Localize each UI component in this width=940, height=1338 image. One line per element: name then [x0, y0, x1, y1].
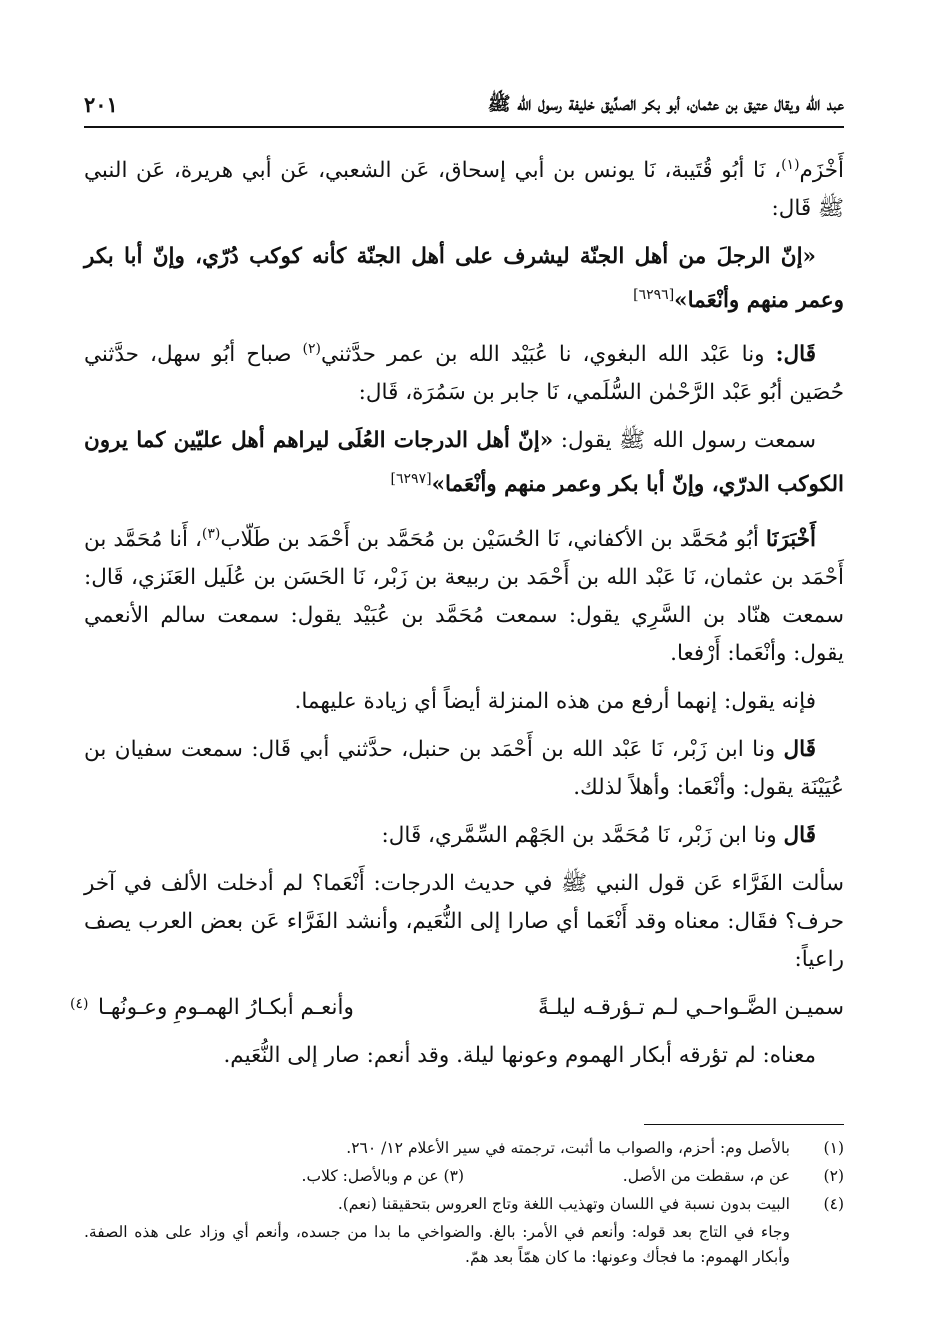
footnote-text: عن م، سقطت من الأصل. [622, 1167, 790, 1185]
paragraph-3 [84, 330, 844, 412]
paragraph-5-text: أبُو مُحَمَّد بن الأكفاني، نَا الحُسَيْن بن مُحَمَّد بن أَحْمَد بن طَلّاب [220, 526, 759, 552]
footnote-ref-4: (٤) [70, 995, 89, 1012]
paragraph-7-text: ونا ابن زَبْر، نَا عَبْد الله بن أَحْمَد بن حنبل، حدَّثني أبي قَال: سمعت سفيان بن عُيَيْنَة يقول: وأنْعَما: وأهلاً لذلك. [84, 736, 844, 800]
footnote-ref-1: (١) [781, 157, 800, 173]
paragraph-10: معناه: لم تؤرقه أبكار الهموم وعونها ليلة. وقد أنعم: صار إلى النُّعَيم. [223, 1042, 816, 1068]
main-text [70, 146, 844, 1085]
footnote-text: البيت بدون نسبة في اللسان وتهذيب اللغة وتاج العروس بتحقيقنا (نعم). [337, 1195, 790, 1213]
paragraph-5 [84, 515, 844, 673]
verse-second-hemistich: وأنعـم أبكـارُ الهمـومِ وعـونُهـا [98, 994, 354, 1020]
paragraph-3-rest: صباح أبُو سهل، حدَّثني حُصَين أبُو عَبْد الرَّحْمٰن السُّلَمي، نَا جابر بن سَمُرَة، قَال: [84, 342, 844, 406]
paragraph-2 [84, 238, 844, 320]
page-number: ٢٠١ [84, 92, 118, 117]
footnote-1 [84, 1136, 844, 1161]
footnote-ref-3: (٣) [201, 525, 221, 542]
footnote-2 [623, 1164, 844, 1189]
hadith-text-2: «إنّ أهل الدرجات العُلَى ليراهم أهل عليّين كما يرون الكوكب الدرّي، وإنّ أبا بكر وعمر منهم وأنْعَما» [84, 428, 844, 498]
paragraph-8 [84, 817, 844, 855]
footnotes [84, 1136, 844, 1270]
paragraph-7 [84, 731, 844, 807]
paragraph-7-lead: قَال [783, 736, 816, 762]
footnote-number: (٢) [823, 1167, 844, 1185]
footnote-number: (٤) [823, 1195, 844, 1213]
hadith-text-1: «إنّ الرجلَ من أهل الجنّة ليشرف على أهل الجنّة كأنه كوكب دُرّي، وإنّ أبا بكر وعمر منهم وأنْعَما» [84, 244, 844, 314]
paragraph-1-rest: ، نَا أبُو قُتَيبة، نَا يونس بن أبي إسحاق، عَن الشعبي، عَن أبي هريرة، عَن النبي ﷺ قَال: [84, 158, 844, 222]
footnote-4-continuation: وجاء في التاج بعد قوله: وأنعم في الأمر: بالغ. والضواخي ما بدا من جسده، وأنعم أي وزاد على هذه الصفة. وأبكار الهموم: ما فجأك وعونها: ما كان همّاً بعد همّ. [84, 1223, 790, 1266]
paragraph-5-rest: ، أَنا مُحَمَّد بن أَحْمَد بن عثمان، نَا عَبْد الله بن أَحْمَد بن ربيعة بن زَبْر، نَا الحَسَن بن عُلَيل العَنَزي، قَال: سمعت هنّاد بن السَّرِي يقول: سمعت مُحَمَّد بن عُبَيْد يقول: سمعت سالم الأنعمي يقول: وأنْعَما: أَرْفعا. [84, 526, 844, 666]
paragraph-8-lead: قَال [783, 822, 816, 848]
paragraph-5-lead: أَخْبَرَنَا [765, 526, 816, 552]
footnote-number: (١) [823, 1139, 844, 1157]
hadith-number-2: [٦٢٩٧] [390, 471, 432, 488]
footnote-text: بالأصل وم: أحزم، والصواب ما أثبت، ترجمته في سير الأعلام ١٢/ ٢٦٠. [346, 1139, 790, 1157]
footnote-2-3 [84, 1164, 844, 1189]
footnote-divider [644, 1124, 844, 1125]
paragraph-9: سألت الفَرَّاء عَن قول النبي ﷺ في حديث الدرجات: أَنْعَما؟ لم أدخلت الألف في آخر حرف؟ فقَال: معناه وقد أَنْعَما أي صارا إلى النُّعَيم، وأنشد الفَرَّاء عَن بعض العرب يصف راعياً: [84, 870, 844, 972]
paragraph-8-text: ونا ابن زَبْر، نَا مُحَمَّد بن الجَهْم السِّمَّري، قَال: [381, 822, 777, 848]
paragraph-6: فإنه يقول: إنهما أرفع من هذه المنزلة أيضاً أي زيادة عليهما. [294, 688, 816, 714]
paragraph-3-lead: قَال: [775, 342, 816, 368]
header-divider [84, 126, 844, 128]
footnote-3 [302, 1164, 464, 1189]
footnote-text: عن م وبالأصل: كلاب. [301, 1167, 439, 1185]
paragraph-1-start: أَخْزَم [799, 158, 844, 184]
verse-first-hemistich: سميـن الضَّـواحـي لـم تـؤرقـه ليلـةً [537, 994, 844, 1020]
running-header [84, 86, 844, 126]
poetry-verse [70, 989, 844, 1033]
footnote-ref-2: (٢) [302, 341, 321, 358]
footnote-4 [84, 1192, 844, 1217]
header-title: عبد الله ويقال عتيق بن عثمان، أبو بكر الصدِّيق خليفة رسول الله ﷺ [487, 93, 844, 115]
paragraph-1 [84, 146, 844, 228]
footnote-number: (٣) [443, 1167, 464, 1185]
paragraph-4-intro: سمعت رسول الله ﷺ يقول: [560, 428, 816, 454]
hadith-number-1: [٦٢٩٦] [633, 287, 675, 304]
paragraph-3-text: ونا عَبْد الله البغوي، نا عُبَيْد الله بن عمر حدَّثني [321, 342, 765, 368]
paragraph-4 [84, 422, 844, 504]
